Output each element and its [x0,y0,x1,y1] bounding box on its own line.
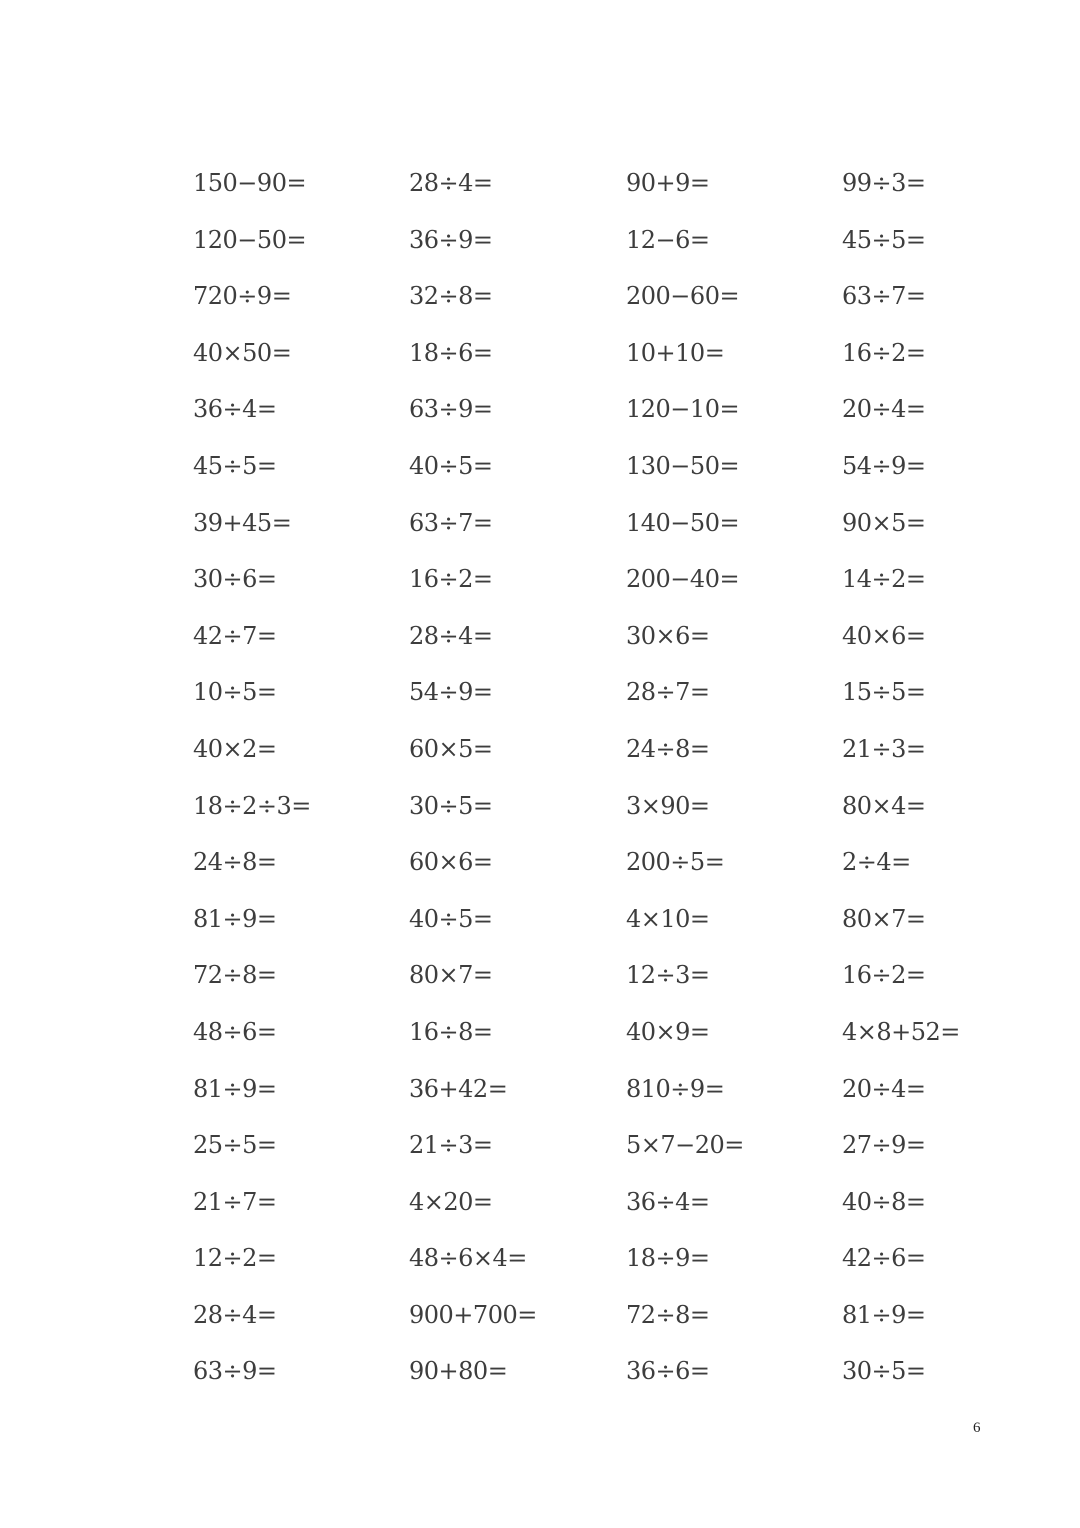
problem-row [193,561,993,618]
problem-row [193,901,993,958]
math-problem: 72÷8= [626,1300,710,1329]
math-problem: 80×4= [842,791,926,820]
math-problem: 150−90= [193,169,307,197]
math-problem: 24÷8= [193,848,277,877]
math-problem: 90+80= [409,1357,508,1386]
math-problem: 3×90= [626,791,710,820]
math-problem: 12−6= [626,225,710,254]
math-problem: 18÷2÷3= [193,791,311,820]
math-problem: 810÷9= [626,1074,725,1103]
math-problem: 14÷2= [842,565,926,594]
problem-row [193,278,993,335]
problem-row [193,674,993,731]
math-problem: 36÷4= [193,395,277,424]
math-problem: 15÷5= [842,678,926,707]
math-problem: 40×6= [842,621,926,650]
problem-row [193,448,993,505]
math-problem: 18÷9= [626,1244,710,1273]
math-problem: 45÷5= [842,225,926,254]
math-problem: 40×2= [193,734,277,763]
math-problem: 16÷2= [409,565,493,594]
problem-row [193,165,993,222]
math-problem: 130−50= [626,451,740,480]
math-problem: 54÷9= [409,678,493,707]
problem-row [193,222,993,279]
math-problem: 10÷5= [193,678,277,707]
math-problem: 21÷3= [842,734,926,763]
math-problem: 5×7−20= [626,1131,744,1160]
math-problem: 63÷7= [842,282,926,311]
math-problem: 63÷7= [409,508,493,537]
math-problem: 80×7= [842,904,926,933]
problem-row [193,1071,993,1128]
math-problem: 12÷3= [626,961,710,990]
math-problem: 27÷9= [842,1131,926,1160]
math-problem: 140−50= [626,508,740,537]
problem-row [193,731,993,788]
math-problem: 54÷9= [842,451,926,480]
math-problem: 90+9= [626,169,710,197]
math-problem: 40×9= [626,1017,710,1046]
math-problem: 10+10= [626,338,725,367]
math-problem: 28÷4= [409,169,493,197]
math-problem: 60×6= [409,848,493,877]
math-problem: 24÷8= [626,734,710,763]
math-problem: 36÷4= [626,1187,710,1216]
math-problem: 20÷4= [842,1074,926,1103]
problem-row [193,1240,993,1297]
math-problem: 28÷7= [626,678,710,707]
math-problem: 12÷2= [193,1244,277,1273]
math-problem: 90×5= [842,508,926,537]
math-problem: 36+42= [409,1074,508,1103]
math-problem: 30×6= [626,621,710,650]
math-problem: 4×8+52= [842,1017,960,1046]
math-problem: 39+45= [193,508,292,537]
problem-row [193,957,993,1014]
math-problem: 4×20= [409,1187,493,1216]
problem-row [193,1297,993,1354]
math-problem: 42÷7= [193,621,277,650]
problem-row [193,391,993,448]
math-problem: 25÷5= [193,1131,277,1160]
math-problem: 81÷9= [842,1300,926,1329]
math-problem: 18÷6= [409,338,493,367]
math-problem: 20÷4= [842,395,926,424]
problem-row [193,844,993,901]
math-problem: 45÷5= [193,451,277,480]
math-problem: 40÷5= [409,451,493,480]
math-problem: 81÷9= [193,1074,277,1103]
math-problem: 81÷9= [193,904,277,933]
math-problem: 40÷8= [842,1187,926,1216]
math-problem: 42÷6= [842,1244,926,1273]
math-problem: 720÷9= [193,282,292,311]
math-problem: 72÷8= [193,961,277,990]
problem-row [193,1353,993,1410]
math-problem: 21÷3= [409,1131,493,1160]
arithmetic-problem-grid [193,165,993,1410]
math-problem: 40×50= [193,338,292,367]
math-problem: 63÷9= [409,395,493,424]
problem-row [193,618,993,675]
problem-row [193,788,993,845]
problem-row [193,1127,993,1184]
math-problem: 30÷5= [409,791,493,820]
math-problem: 40÷5= [409,904,493,933]
math-problem: 16÷8= [409,1017,493,1046]
math-problem: 28÷4= [409,621,493,650]
math-problem: 120−50= [193,225,307,254]
math-problem: 48÷6×4= [409,1244,527,1273]
math-problem: 63÷9= [193,1357,277,1386]
math-problem: 200−40= [626,565,740,594]
math-problem: 48÷6= [193,1017,277,1046]
math-problem: 99÷3= [842,169,926,197]
page-number: 6 [973,1420,981,1436]
problem-row [193,505,993,562]
math-problem: 200−60= [626,282,740,311]
math-problem: 60×5= [409,734,493,763]
math-problem: 30÷6= [193,565,277,594]
math-problem: 36÷6= [626,1357,710,1386]
math-problem: 900+700= [409,1300,537,1329]
math-problem: 16÷2= [842,338,926,367]
math-problem: 120−10= [626,395,740,424]
problem-row [193,335,993,392]
math-problem: 21÷7= [193,1187,277,1216]
problem-row [193,1184,993,1241]
math-problem: 28÷4= [193,1300,277,1329]
math-problem: 200÷5= [626,848,725,877]
math-problem: 2÷4= [842,848,911,877]
math-problem: 16÷2= [842,961,926,990]
math-problem: 32÷8= [409,282,493,311]
math-problem: 80×7= [409,961,493,990]
math-problem: 30÷5= [842,1357,926,1386]
math-problem: 4×10= [626,904,710,933]
problem-row [193,1014,993,1071]
math-problem: 36÷9= [409,225,493,254]
